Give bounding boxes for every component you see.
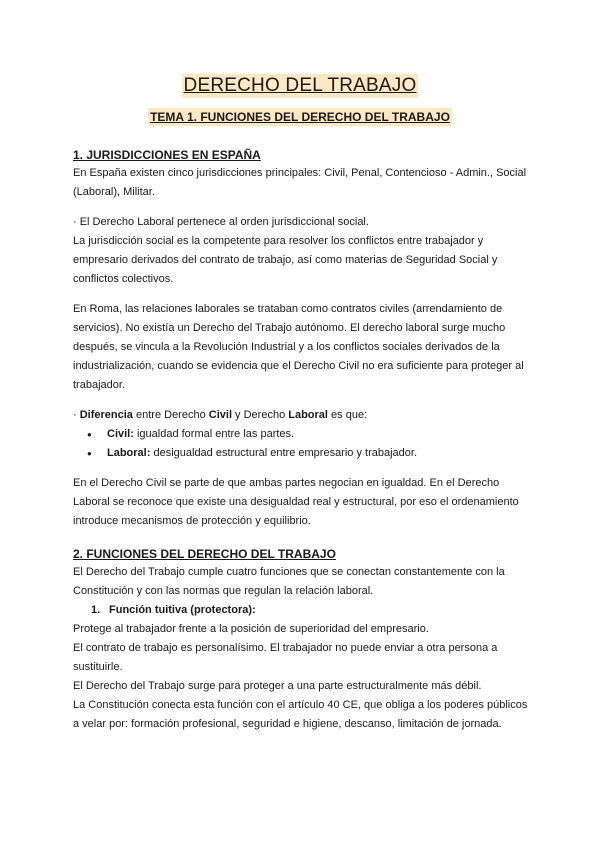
item-number: 1. bbox=[91, 604, 101, 616]
list-item bbox=[107, 425, 533, 444]
diff-end: es que: bbox=[327, 409, 368, 421]
section2-line-4: La Constitución conecta esta función con el artículo 40 CE, que obliga a los poderes públicos a velar por: formación profesional, seguridad e higiene, descanso, limitación de jornada. bbox=[73, 699, 528, 730]
diff-mid1: entre Derecho bbox=[132, 409, 209, 421]
bullet-term: Laboral: bbox=[107, 447, 151, 459]
item-title: Función tuitiva (protectora): bbox=[109, 604, 256, 616]
section1-paragraph-2b: La jurisdicción social es la competente para resolver los conflictos entre trabajador y empresario derivados del contrato de trabajo, así como materias de Seguridad Social y conflictos colectivos. bbox=[73, 235, 498, 285]
difference-list bbox=[73, 425, 533, 463]
bullet-text: desigualdad estructural entre empresario y trabajador. bbox=[150, 447, 418, 459]
section1-heading: 1. JURISDICCIONES EN ESPAÑA bbox=[73, 148, 261, 162]
diff-laboral: Laboral bbox=[288, 409, 328, 421]
diff-mid2: y Derecho bbox=[232, 409, 289, 421]
section2-line-1: Protege al trabajador frente a la posición de superioridad del empresario. bbox=[73, 623, 429, 635]
section2-heading: 2. FUNCIONES DEL DERECHO DEL TRABAJO bbox=[73, 547, 336, 561]
bullet-term: Civil: bbox=[107, 428, 134, 440]
section1-paragraph-2a: · El Derecho Laboral pertenece al orden jurisdiccional social. bbox=[73, 216, 369, 228]
diff-civil: Civil bbox=[208, 409, 232, 421]
diff-prefix: · bbox=[73, 409, 80, 421]
section2-paragraph-1: El Derecho del Trabajo cumple cuatro funciones que se conectan constantemente con la Constitución y con las normas que regulan la relación laboral. bbox=[73, 566, 505, 597]
section1-paragraph-4: En el Derecho Civil se parte de que ambas partes negocian en igualdad. En el Derecho Laboral se reconoce que existe una desigualdad real y estructural, por eso el ordenamiento introduce mecanismos de protección y equilibrio. bbox=[73, 477, 519, 527]
list-item bbox=[107, 444, 533, 463]
document-title: DERECHO DEL TRABAJO bbox=[183, 75, 417, 96]
section2-line-2: El contrato de trabajo es personalísimo. El trabajador no puede enviar a otra persona a sustituirle. bbox=[73, 642, 498, 673]
bullet-text: igualdad formal entre las partes. bbox=[133, 428, 295, 440]
document-subtitle: TEMA 1. FUNCIONES DEL DERECHO DEL TRABAJO bbox=[150, 110, 450, 124]
diff-word: Diferencia bbox=[79, 409, 133, 421]
document-body bbox=[73, 146, 533, 734]
section2-line-3: El Derecho del Trabajo surge para proteger a una parte estructuralmente más débil. bbox=[73, 680, 482, 692]
numbered-item-1 bbox=[73, 601, 533, 620]
section1-paragraph-1: En España existen cinco jurisdicciones principales: Civil, Penal, Contencioso - Admin., Social (Laboral), Militar. bbox=[73, 167, 527, 198]
difference-intro bbox=[73, 406, 533, 425]
section1-paragraph-3: En Roma, las relaciones laborales se trataban como contratos civiles (arrendamiento de servicios). No existía un Derecho del Trabajo autónomo. El derecho laboral surge mucho después, se vincula a la Revolución Industrial y a los conflictos sociales derivados de la industrialización, cuando se evidencia que el Derecho Civil no era suficiente para proteger al trabajador. bbox=[73, 303, 524, 391]
